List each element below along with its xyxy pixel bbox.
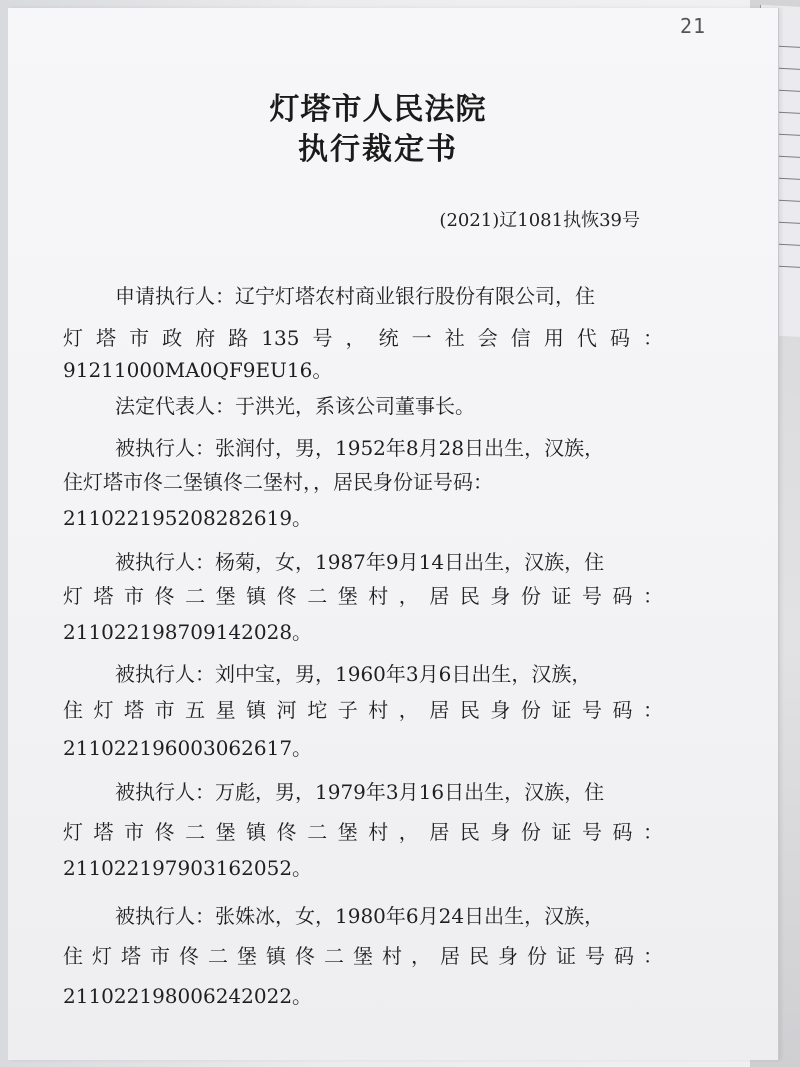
paragraph-line-text: 住灯塔市佟二堡镇佟二堡村，居民身份证号码： <box>63 944 663 968</box>
paragraph-line <box>63 940 663 969</box>
paragraph-line <box>63 694 663 723</box>
paragraph-line: 211022198709142028。 <box>63 620 313 644</box>
paragraph-line: 211022198006242022。 <box>63 984 313 1008</box>
paragraph-line-text: 灯塔市佟二堡镇佟二堡村，居民身份证号码： <box>63 584 663 608</box>
paragraph-line: 法定代表人：于洪光，系该公司董事长。 <box>115 394 475 418</box>
paragraph-line: 被执行人：刘中宝，男，1960年3月6日出生，汉族， <box>115 662 592 686</box>
paragraph-line-text: 灯塔市佟二堡镇佟二堡村，居民身份证号码： <box>63 820 663 844</box>
paragraph-line: 申请执行人：辽宁灯塔农村商业银行股份有限公司，住 <box>115 284 595 308</box>
paragraph-line: 211022197903162052。 <box>63 856 313 880</box>
paragraph-line: 211022195208282619。 <box>63 506 313 530</box>
document-page <box>8 8 779 1060</box>
paragraph-line <box>63 580 663 609</box>
case-number: (2021)辽1081执恢39号 <box>439 210 640 231</box>
page-number: 21 <box>680 14 707 38</box>
paragraph-line <box>63 816 663 845</box>
paragraph-line: 被执行人：张姝冰，女，1980年6月24日出生，汉族， <box>115 904 605 928</box>
paragraph-line: 被执行人：张润付，男，1952年8月28日出生，汉族， <box>115 436 605 460</box>
document-type-title: 执行裁定书 <box>298 132 458 167</box>
paragraph-line-text: 住灯塔市五星镇河坨子村，居民身份证号码： <box>63 698 663 722</box>
court-name-title: 灯塔市人民法院 <box>269 92 487 127</box>
paragraph-line: 被执行人：万彪，男，1979年3月16日出生，汉族，住 <box>115 780 605 804</box>
paragraph-line: 211022196003062617。 <box>63 736 313 760</box>
paragraph-line-text: 灯塔市政府路135号，统一社会信用代码： <box>63 326 663 350</box>
paragraph-line: 91211000MA0QF9EU16。 <box>63 358 333 382</box>
paragraph-line <box>63 322 663 351</box>
paragraph-line: 被执行人：杨菊，女，1987年9月14日出生，汉族，住 <box>115 550 605 574</box>
paragraph-line: 住灯塔市佟二堡镇佟二堡村，，居民身份证号码： <box>63 470 493 494</box>
